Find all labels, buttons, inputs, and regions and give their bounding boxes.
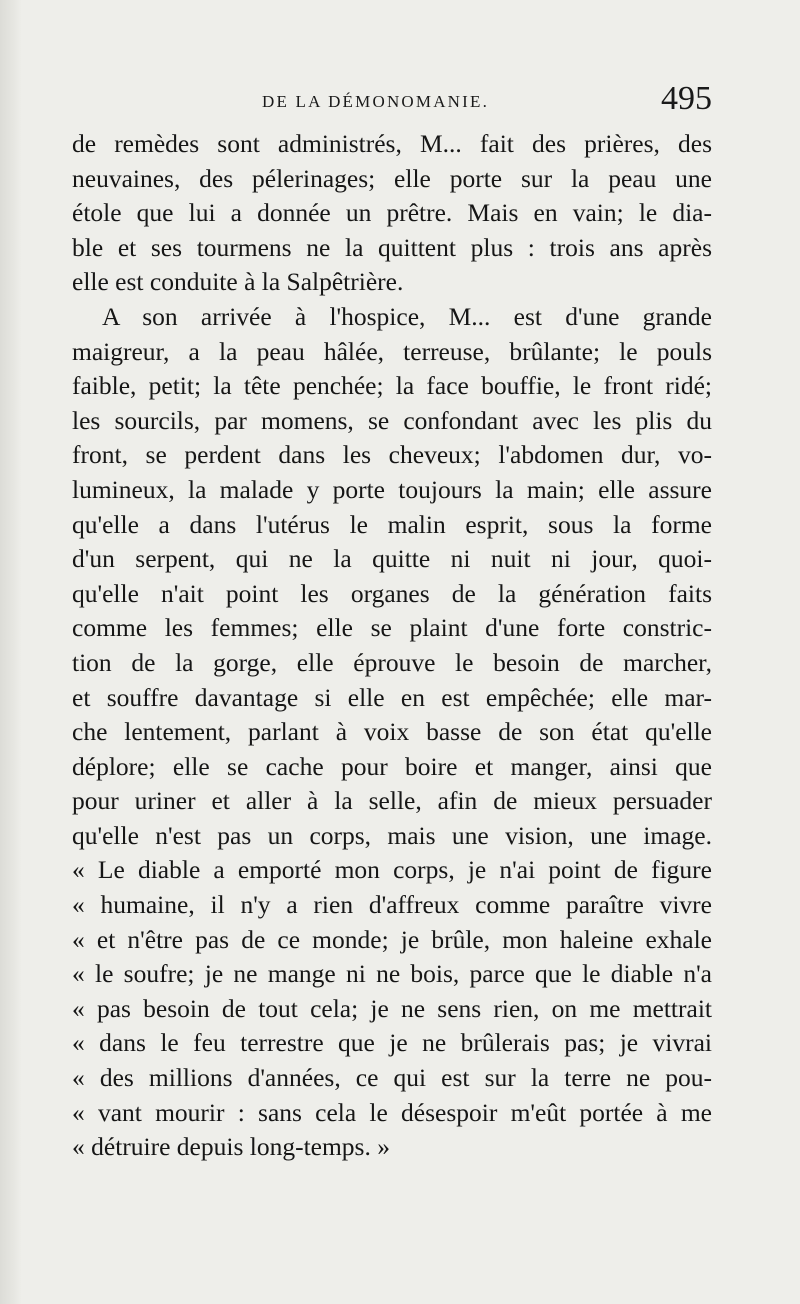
text-line: « pas besoin de tout cela; je ne sens rien, on me mettrait bbox=[72, 993, 712, 1023]
page-edge bbox=[0, 0, 22, 1304]
text-line: che lentement, parlant à voix basse de son état qu'elle bbox=[72, 717, 712, 747]
text-line: d'un serpent, qui ne la quitte ni nuit ni jour, quoi- bbox=[72, 544, 712, 574]
text-line: « des millions d'années, ce qui est sur la terre ne pou- bbox=[72, 1063, 712, 1093]
text-line: A son arrivée à l'hospice, M... est d'une grande bbox=[102, 301, 712, 331]
text-line: « détruire depuis long-temps. » bbox=[72, 1132, 390, 1162]
text-line: les sourcils, par momens, se confondant avec les plis du bbox=[72, 405, 712, 435]
text-line: faible, petit; la tête penchée; la face bouffie, le front ridé; bbox=[72, 371, 712, 401]
text-line: « le soufre; je ne mange ni ne bois, parce que le diable n'a bbox=[72, 959, 712, 989]
text-line: front, se perdent dans les cheveux; l'abdomen dur, vo- bbox=[72, 440, 712, 470]
text-line: tion de la gorge, elle éprouve le besoin de marcher, bbox=[72, 647, 712, 677]
text-line: neuvaines, des pélerinages; elle porte sur la peau une bbox=[72, 163, 712, 193]
text-line: lumineux, la malade y porte toujours la main; elle assure bbox=[72, 474, 712, 504]
text-line: qu'elle n'est pas un corps, mais une vision, une image. bbox=[72, 820, 712, 850]
text-line: « Le diable a emporté mon corps, je n'ai point de figure bbox=[72, 855, 712, 885]
body-text bbox=[72, 127, 712, 1207]
text-line: « dans le feu terrestre que je ne brûlerais pas; je vivrai bbox=[72, 1028, 712, 1058]
text-line: et souffre davantage si elle en est empêchée; elle mar- bbox=[72, 682, 712, 712]
text-line: déplore; elle se cache pour boire et manger, ainsi que bbox=[72, 751, 712, 781]
text-line: « et n'être pas de ce monde; je brûle, mon haleine exhale bbox=[72, 924, 712, 954]
text-line: qu'elle a dans l'utérus le malin esprit, sous la forme bbox=[72, 509, 712, 539]
text-line: elle est conduite à la Salpêtrière. bbox=[72, 267, 404, 297]
text-line: qu'elle n'ait point les organes de la génération faits bbox=[72, 578, 712, 608]
text-line: maigreur, a la peau hâlée, terreuse, brûlante; le pouls bbox=[72, 336, 712, 366]
text-line: « humaine, il n'y a rien d'affreux comme paraître vivre bbox=[72, 890, 712, 920]
text-line: étole que lui a donnée un prêtre. Mais en vain; le dia- bbox=[72, 198, 712, 228]
page-number: 495 bbox=[661, 80, 712, 117]
page-header bbox=[72, 80, 712, 126]
text-line: pour uriner et aller à la selle, afin de mieux persuader bbox=[72, 786, 712, 816]
running-title: DE LA DÉMONOMANIE. bbox=[262, 92, 490, 111]
text-line: de remèdes sont administrés, M... fait des prières, des bbox=[72, 129, 712, 158]
text-line: ble et ses tourmens ne la quittent plus : trois ans après bbox=[72, 232, 712, 262]
text-line: « vant mourir : sans cela le désespoir m'eût portée à me bbox=[72, 1097, 712, 1127]
text-line: comme les femmes; elle se plaint d'une forte constric- bbox=[72, 613, 712, 643]
